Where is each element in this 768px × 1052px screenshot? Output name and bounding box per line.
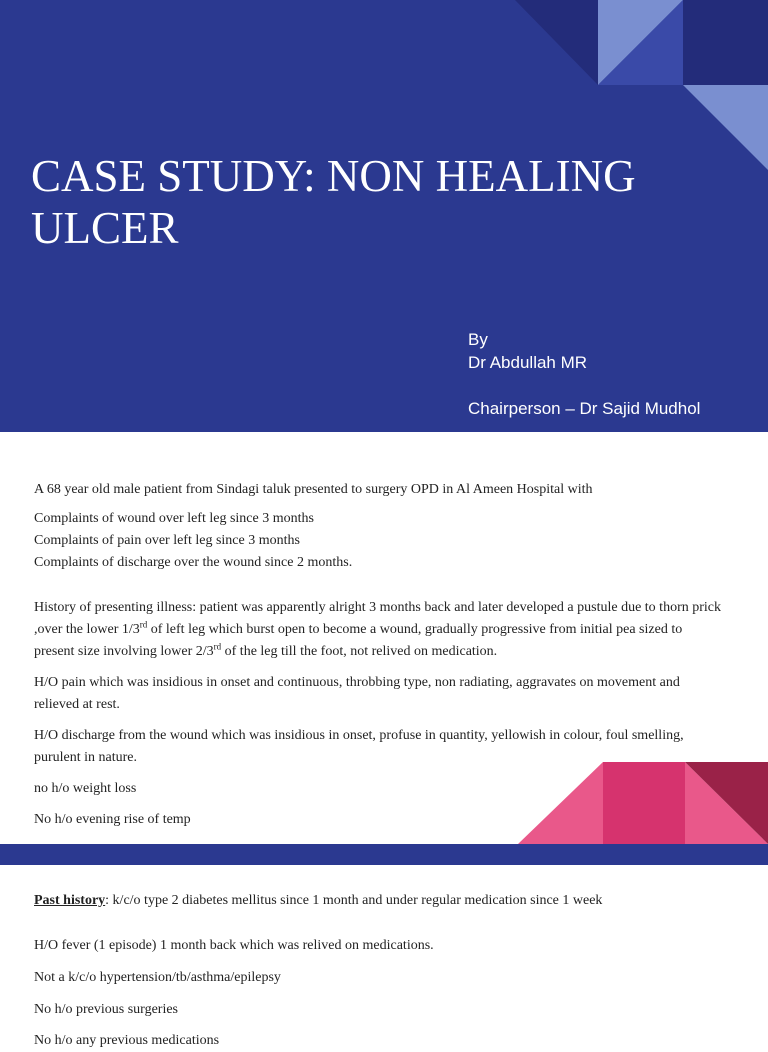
deco-dark-triangle	[515, 0, 598, 85]
not-kco-text: Not a k/c/o hypertension/tb/asthma/epilepsy	[34, 970, 281, 985]
discharge-text: H/O discharge from the wound which was insidious in onset, profuse in quantity, yellowish in colour, foul smelling, purulent in nature.	[34, 728, 684, 765]
title-slide	[0, 0, 768, 432]
history-slide	[0, 432, 768, 844]
complaints-list	[34, 508, 734, 574]
temp-text: No h/o evening rise of temp	[34, 812, 191, 827]
past-history-label: Past history	[34, 893, 106, 908]
weight-loss-text: no h/o weight loss	[34, 781, 137, 796]
deco-pink-triangle	[518, 762, 603, 844]
complaint-item: Complaints of wound over left leg since 3 months	[34, 511, 314, 526]
chairperson: Chairperson – Dr Sajid Mudhol	[468, 399, 701, 418]
deco-magenta-square	[603, 762, 685, 844]
past-history-text: Past history: k/c/o type 2 diabetes mellitus since 1 month and under regular medication since 1 week	[34, 893, 603, 908]
slide-title: CASE STUDY: NON HEALING ULCER	[31, 151, 636, 253]
surgeries-text: No h/o previous surgeries	[34, 1002, 178, 1017]
past-history-slide	[0, 865, 768, 1048]
partial-text: No h/o any previous medications	[34, 1033, 220, 1048]
pain-text: H/O pain which was insidious in onset and continuous, throbbing type, non radiating, aggravates on movement and relieved at rest.	[34, 675, 680, 712]
separator-bar	[0, 844, 768, 865]
author-name: Dr Abdullah MR	[468, 353, 588, 372]
complaint-item: Complaints of discharge over the wound since 2 months.	[34, 555, 353, 570]
byline	[468, 328, 700, 420]
deco-light-triangle-2	[683, 85, 768, 170]
intro-text: A 68 year old male patient from Sindagi taluk presented to surgery OPD in Al Ameen Hospital with	[34, 482, 593, 497]
hpi-text: History of presenting illness: patient was apparently alright 3 months back and later developed a pustule due to thorn prick ,over the lower 1/3rd of left leg which burst open to become a wound, gradually progressive from initial pea sized to present size involving lower 2/3rd of the leg till the foot, not relived on medication.	[34, 600, 721, 659]
deco-dark-square	[683, 0, 768, 85]
by-label: By	[468, 330, 488, 349]
complaint-item: Complaints of pain over left leg since 3 months	[34, 533, 300, 548]
fever-text: H/O fever (1 episode) 1 month back which was relived on medications.	[34, 938, 434, 953]
